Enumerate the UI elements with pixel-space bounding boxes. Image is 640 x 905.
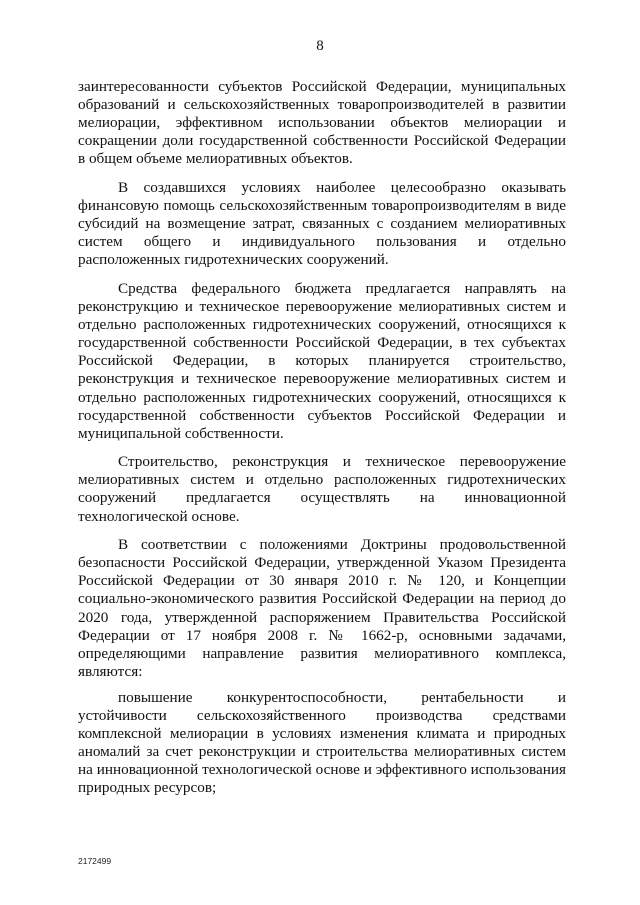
page-number: 8 — [316, 38, 324, 54]
paragraph-5: В соответствии с положениями Доктрины продовольственной безопасности Российской Федерации, утвержденной Указом Президента Российской Федерации от 30 января 2010 г. № 120, и Концепции социально-экономического развития Российской Федерации на период до 2020 года, утвержденной распоряжением Правительства Российской Федерации от 17 ноября 2008 г. № 1662-р, основными задачами, определяющими направление развития мелиоративного комплекса, являются: — [78, 536, 566, 680]
document-body — [78, 78, 566, 808]
paragraph-1: заинтересованности субъектов Российской Федерации, муниципальных образований и сельскохозяйственных товаропроизводителей в развитии мелиорации, эффективном использовании объектов мелиорации и сокращении доли государственной собственности Российской Федерации в общем объеме мелиоративных объектов. — [78, 78, 566, 168]
paragraph-4: Строительство, реконструкция и техническое перевооружение мелиоративных систем и отдельно расположенных гидротехнических сооружений предлагается осуществлять на инновационной технологической основе. — [78, 453, 566, 525]
document-code: 2172499 — [78, 856, 112, 866]
paragraph-2: В создавшихся условиях наиболее целесообразно оказывать финансовую помощь сельскохозяйственным товаропроизводителям в виде субсидий на возмещение затрат, связанных с созданием мелиоративных систем общего и индивидуального пользования и отдельно расположенных гидротехнических сооружений. — [78, 178, 566, 269]
paragraph-3: Средства федерального бюджета предлагается направлять на реконструкцию и техническое перевооружение мелиоративных систем и отдельно расположенных гидротехнических сооружений, относящихся к государственной собственности Российской Федерации, в тех субъектах Российской Федерации, в которых планируется строительство, реконструкция и техническое перевооружение мелиоративных систем и отдельно расположенных гидротехнических сооружений, относящихся к государственной собственности субъектов Российской Федерации и муниципальной собственности. — [78, 279, 566, 442]
paragraph-6: повышение конкурентоспособности, рентабельности и устойчивости сельскохозяйственного производства средствами комплексной мелиорации в условиях изменения климата и природных аномалий за счет реконструкции и строительства мелиоративных систем на инновационной технологической основе и эффективного использования природных ресурсов; — [78, 688, 566, 797]
